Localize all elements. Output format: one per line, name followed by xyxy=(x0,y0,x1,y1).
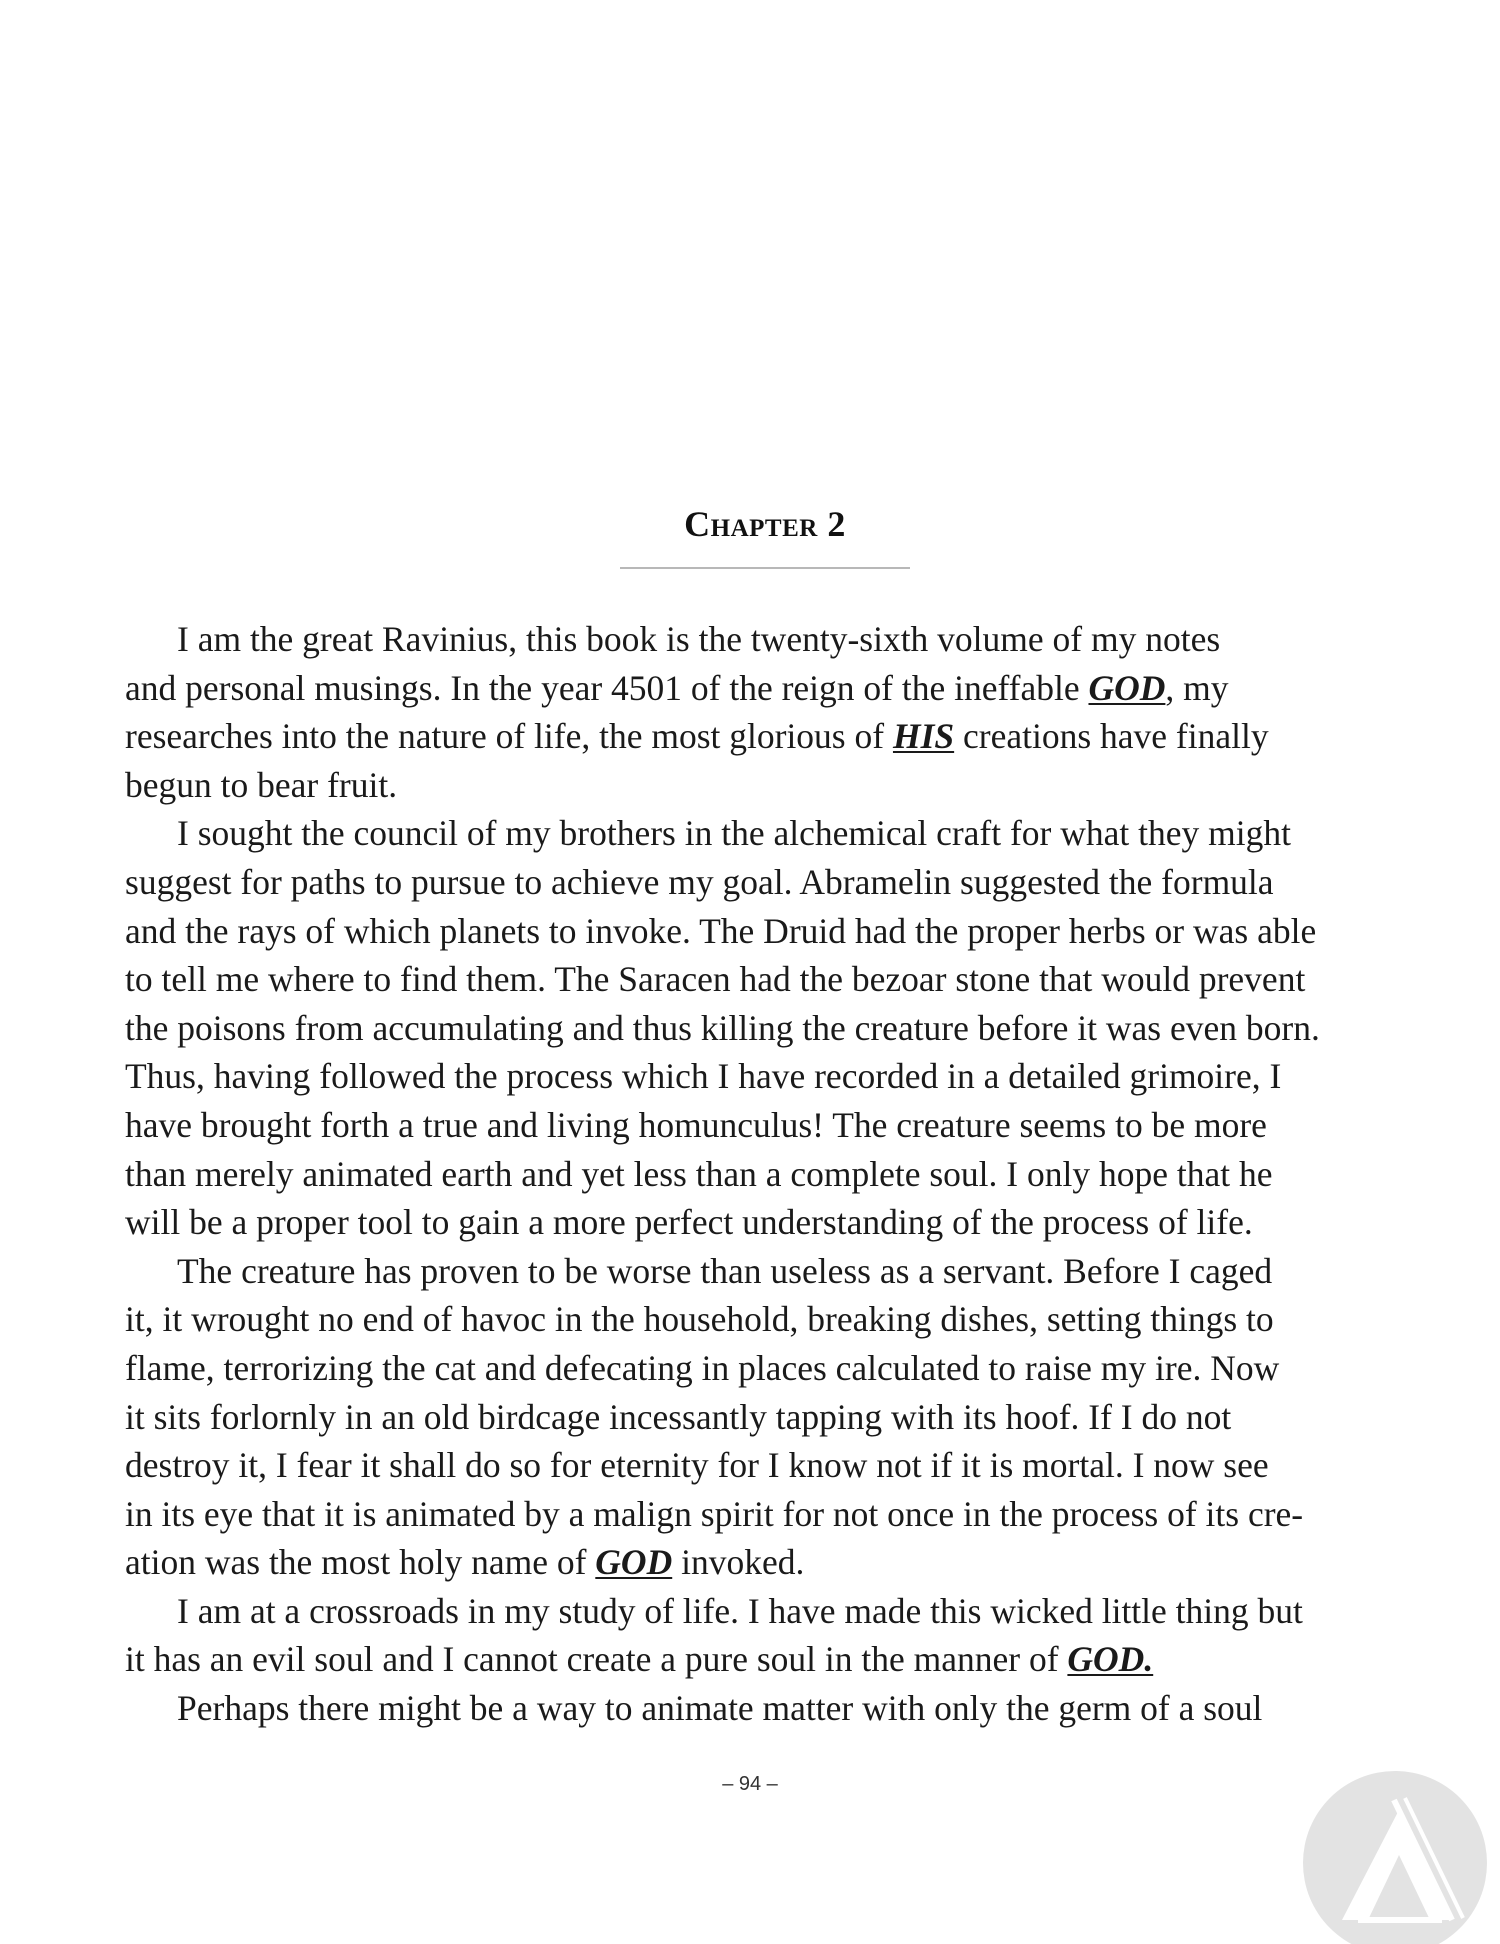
text-line xyxy=(125,1150,1410,1199)
text-segment: Perhaps there might be a way to animate matter with only the germ of a soul xyxy=(177,1688,1263,1729)
text-segment: I am at a crossroads in my study of life. I have made this wicked little thing but xyxy=(177,1590,1303,1631)
text-segment: flame, terrorizing the cat and defecating in places calculated to raise my ire. Now xyxy=(125,1347,1280,1388)
text-segment: will be a proper tool to gain a more perfect understanding of the process of life. xyxy=(125,1202,1253,1243)
text-line xyxy=(125,1538,1410,1587)
text-segment: and personal musings. In the year 4501 of the reign of the ineffable xyxy=(125,667,1089,708)
emphasized-word: GOD xyxy=(1088,667,1166,708)
text-segment: to tell me where to find them. The Saracen had the bezoar stone that would prevent xyxy=(125,959,1306,1000)
emphasized-word: HIS xyxy=(892,716,955,757)
text-segment: creations have finally xyxy=(954,716,1269,757)
text-segment: Thus, having followed the process which I have recorded in a detailed grimoire, I xyxy=(125,1056,1282,1097)
text-line xyxy=(125,1101,1410,1150)
text-line xyxy=(125,1587,1410,1636)
text-segment: have brought forth a true and living homunculus! The creature seems to be more xyxy=(125,1104,1267,1145)
text-line xyxy=(125,712,1410,761)
text-line xyxy=(125,1490,1410,1539)
text-line xyxy=(125,1004,1410,1053)
publisher-logo-icon xyxy=(1302,1770,1488,1944)
text-segment: suggest for paths to pursue to achieve my goal. Abramelin suggested the formula xyxy=(125,861,1274,902)
text-line xyxy=(125,1393,1410,1442)
text-line xyxy=(125,1295,1410,1344)
text-segment: the poisons from accumulating and thus killing the creature before it was even born. xyxy=(125,1007,1320,1048)
page-number: – 94 – xyxy=(722,1773,778,1795)
paragraph xyxy=(125,809,1410,1246)
paragraph xyxy=(125,1587,1410,1684)
text-segment: ation was the most holy name of xyxy=(125,1542,596,1583)
text-line xyxy=(125,1052,1410,1101)
paragraph xyxy=(125,1684,1410,1733)
text-segment: , my xyxy=(1165,667,1229,708)
text-line xyxy=(125,1344,1410,1393)
text-segment: begun to bear fruit. xyxy=(125,764,398,805)
text-line xyxy=(125,615,1410,664)
text-line xyxy=(125,761,1410,810)
text-segment: I sought the council of my brothers in the alchemical craft for what they might xyxy=(177,813,1291,854)
text-segment: it has an evil soul and I cannot create a pure soul in the manner of xyxy=(125,1639,1068,1680)
text-line xyxy=(125,1198,1410,1247)
heading-underline-rule xyxy=(620,567,910,569)
text-line xyxy=(125,858,1410,907)
text-segment: and the rays of which planets to invoke. The Druid had the proper herbs or was able xyxy=(125,910,1317,951)
paragraph xyxy=(125,615,1410,809)
text-segment: it sits forlornly in an old birdcage incessantly tapping with its hoof. If I do not xyxy=(125,1396,1232,1437)
paragraph xyxy=(125,1247,1410,1587)
text-line xyxy=(125,907,1410,956)
text-segment: it, it wrought no end of havoc in the household, breaking dishes, setting things to xyxy=(125,1299,1274,1340)
text-segment: destroy it, I fear it shall do so for eternity for I know not if it is mortal. I now see xyxy=(125,1445,1269,1486)
text-segment: I am the great Ravinius, this book is the twenty-sixth volume of my notes xyxy=(177,619,1221,659)
emphasized-word: GOD. xyxy=(1067,1639,1154,1680)
emphasized-word: GOD xyxy=(595,1542,673,1583)
text-line xyxy=(125,809,1410,858)
text-line xyxy=(125,1247,1410,1296)
text-segment: researches into the nature of life, the most glorious of xyxy=(125,716,893,757)
text-line xyxy=(125,1684,1410,1733)
text-segment: invoked. xyxy=(672,1542,805,1583)
text-segment: in its eye that it is animated by a malign spirit for not once in the process of its cre- xyxy=(125,1493,1304,1534)
text-line xyxy=(125,664,1410,713)
text-line xyxy=(125,1635,1410,1684)
text-segment: than merely animated earth and yet less than a complete soul. I only hope that he xyxy=(125,1153,1273,1194)
text-segment: The creature has proven to be worse than useless as a servant. Before I caged xyxy=(177,1250,1273,1291)
text-line xyxy=(125,955,1410,1004)
body-text xyxy=(125,615,1410,1733)
chapter-heading: Chapter 2 xyxy=(684,504,846,544)
text-line xyxy=(125,1441,1410,1490)
